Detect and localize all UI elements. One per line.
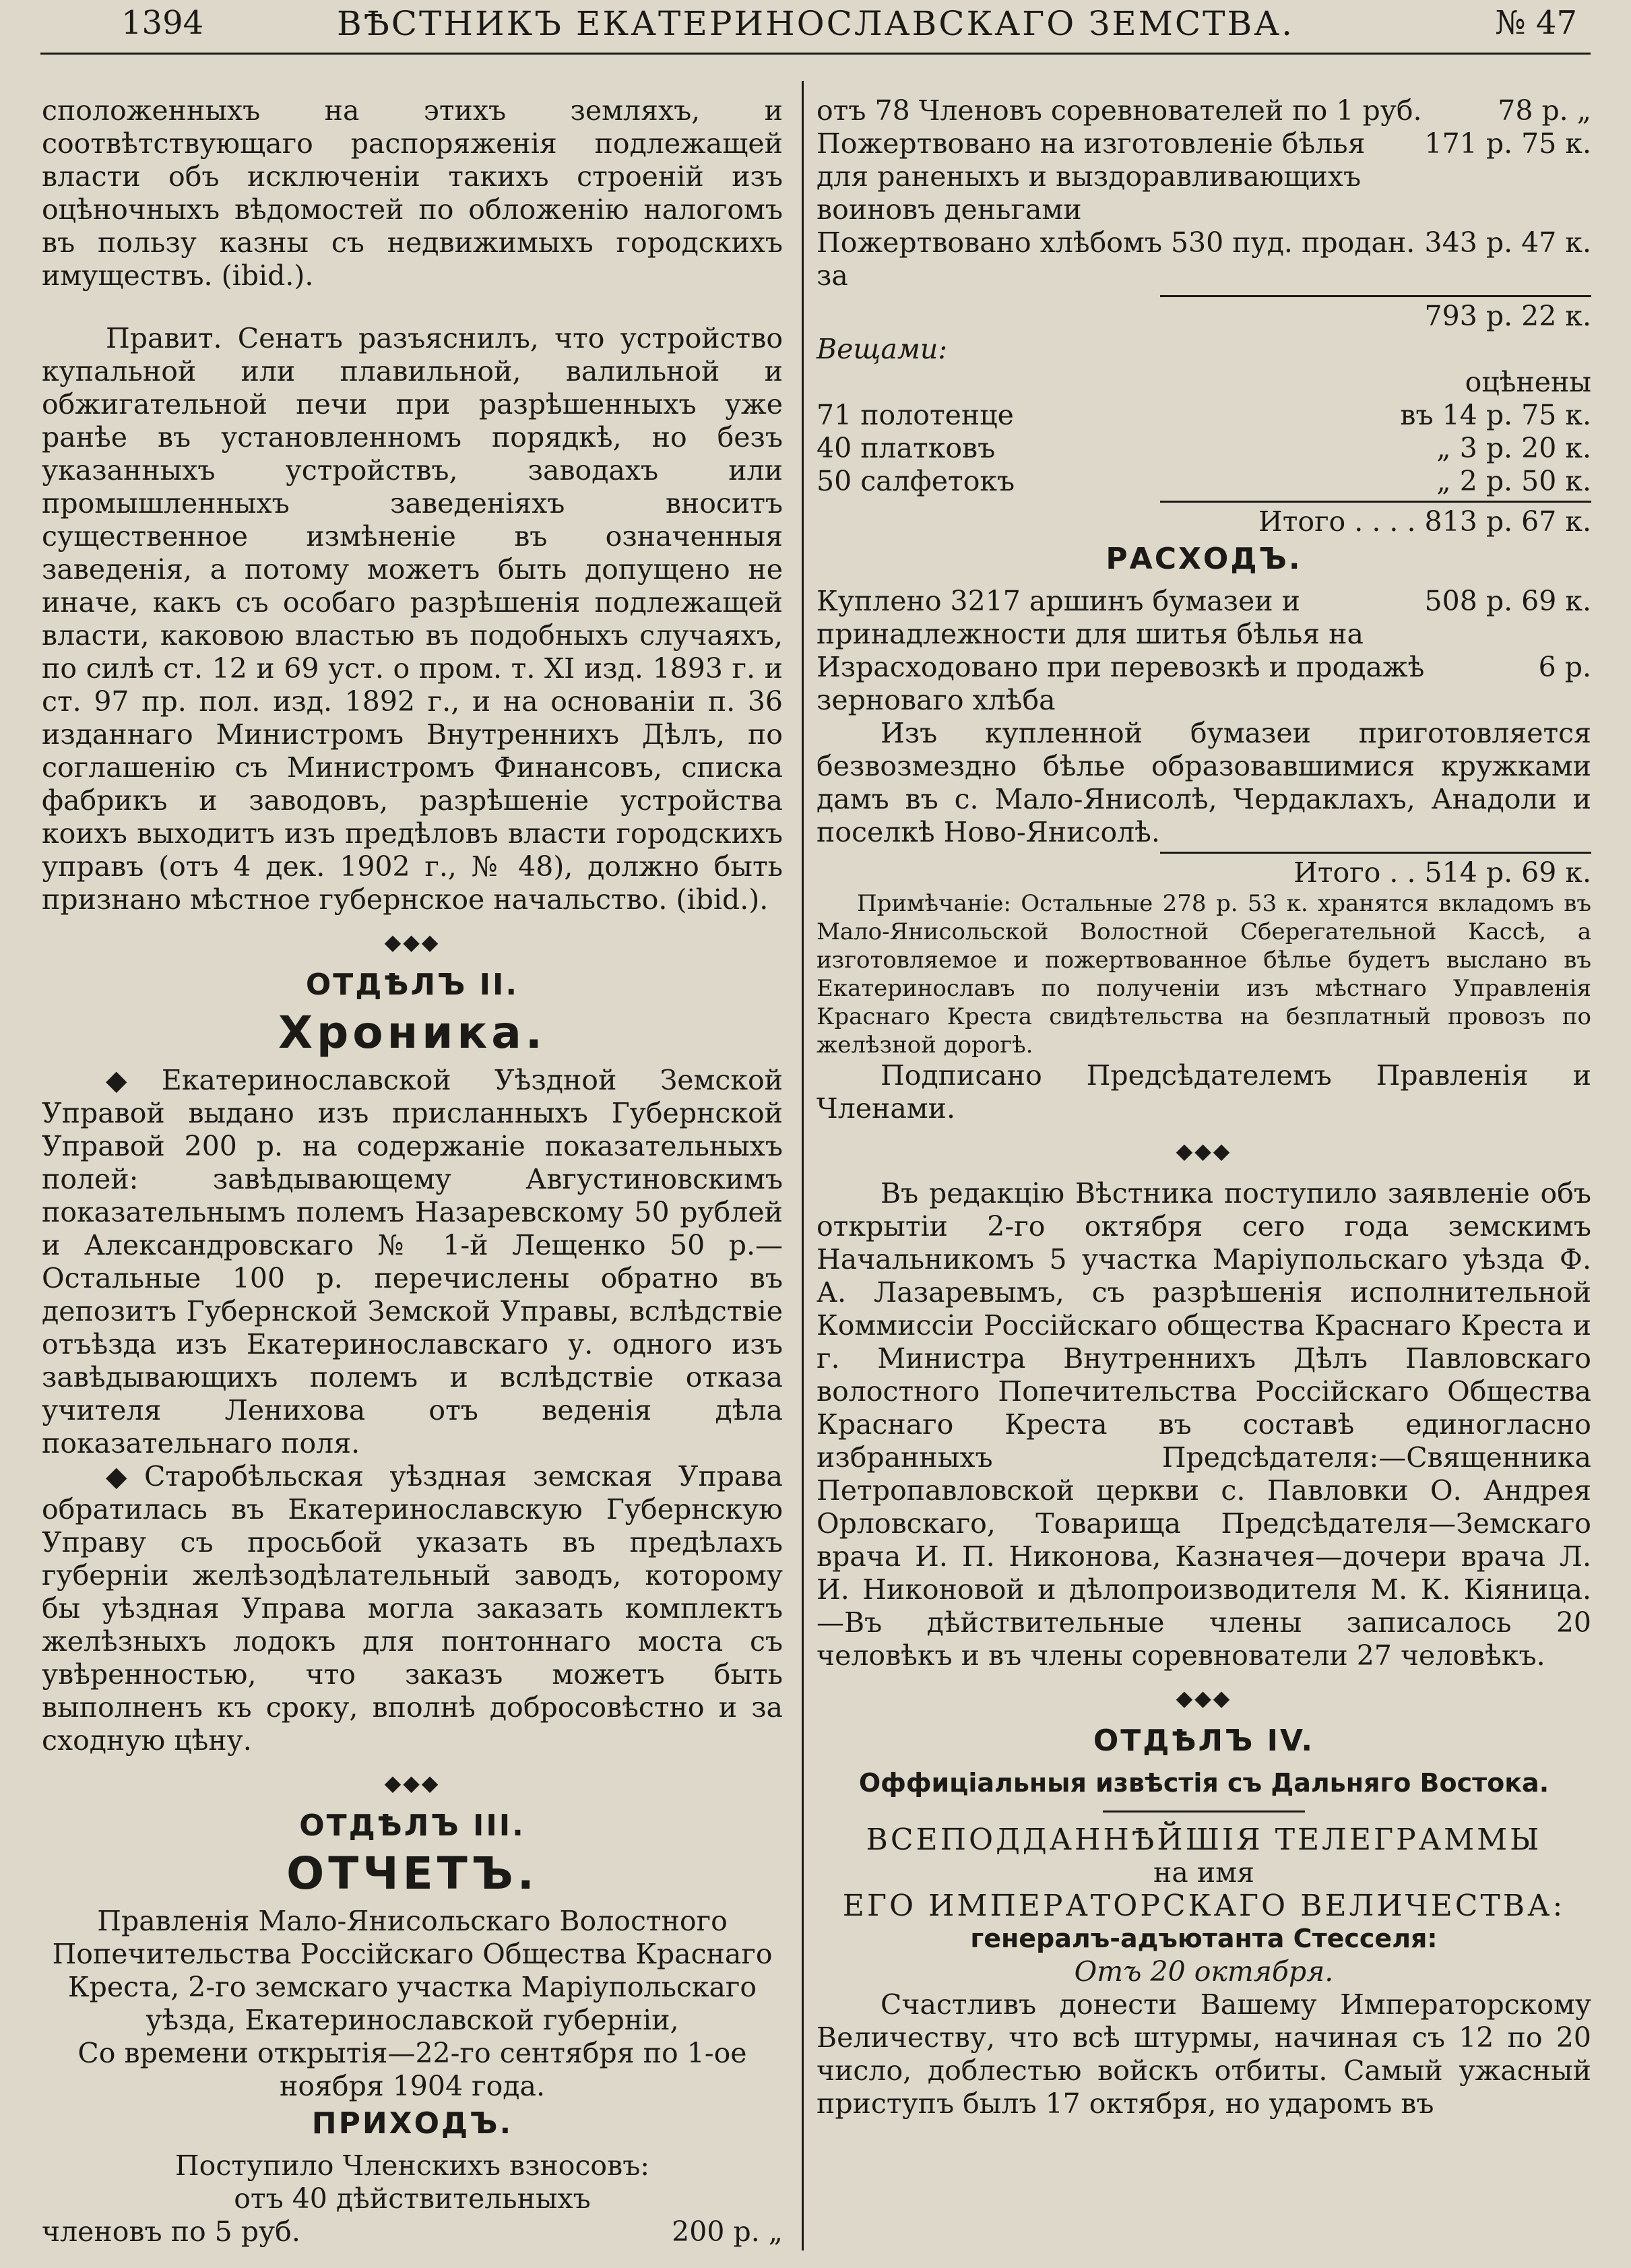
paragraph: Изъ купленной бумазеи приготовляется безвозмездно бѣлье образовавшимися кружками дамъ въ с. Мало-Янисолѣ, Чердаклахъ, Анадоли и поселкѣ Ново-Янисолѣ. — [817, 717, 1591, 848]
official-heading: Оффиціальныя извѣстія съ Дальняго Востока. — [858, 1768, 1549, 1798]
diamond-icon: ◆ — [106, 1064, 162, 1096]
sum-rule — [1160, 501, 1591, 503]
report-period: Со времени открытія—22-го сентября по 1-ое ноября 1904 года. — [77, 2037, 747, 2102]
ledger-row: 71 полотенце въ 14 р. 75 к. — [817, 399, 1591, 431]
ledger-row: членовъ по 5 руб. 200 р. „ — [42, 2215, 783, 2248]
paragraph: ◆Старобѣльская уѣздная земская Управа обратилась въ Екатеринославскую Губернскую Управу съ просьбой указать въ предѣлахъ губерніи желѣзодѣлательный заводъ, которому бы уѣздная Управа могла заказать комплектъ желѣзныхъ лодокъ для понтоннаго моста съ увѣренностью, что заказъ можетъ быть выполненъ къ сроку, вполнѣ добросовѣстно и за сходную цѣну. — [42, 1460, 783, 1757]
chronicle-heading: Хроника. — [278, 1007, 546, 1059]
paragraph: Правит. Сенатъ разъяснилъ, что устройство купальной или плавильной, валильной и обжигательной печи при разрѣшенныхъ уже ранѣе въ установленномъ порядкѣ, но безъ указанныхъ устройствъ, заводахъ или промышленныхъ заведеніяхъ вноситъ существенное измѣненіе въ означенныя заведенія, а потому можетъ быть допущено не иначе, какъ съ особаго разрѣшенія подлежащей власти, каковою властью въ подобныхъ случаяхъ, по силѣ ст. 12 и 69 уст. о пром. т. XI изд. 1893 г. и ст. 97 пр. пол. изд. 1892 г., и на основаніи п. 36 изданнаго Министромъ Внутреннихъ Дѣлъ, по соглашенію съ Министромъ Финансовъ, списка фабрикъ и заводовъ, разрѣшеніе устройства коихъ выходитъ изъ предѣловъ власти городскихъ управъ (отъ 4 дек. 1902 г., № 48), должно быть признано мѣстное губернское начальство. (ibid.). — [42, 322, 783, 916]
ledger-row: Израсходовано при перевозкѣ и продажѣ зерноваго хлѣба 6 р. — [817, 651, 1591, 716]
expense-heading: РАСХОДЪ. — [1106, 542, 1302, 576]
left-column — [42, 94, 783, 2248]
report-heading: ОТЧЕТЪ. — [286, 1848, 538, 1899]
report-title: Правленія Мало-Янисольскаго Волостного Попечительства Россійскаго Общества Краснаго Креста, 2-го земскаго участка Маріупольскаго уѣзда, Екатеринославской губерніи, — [52, 1905, 773, 2036]
text-line: Поступило Членскихъ взносовъ: — [174, 2149, 650, 2182]
ornament: ◆◆◆ — [384, 1770, 441, 1796]
section-heading: ОТДѢЛЪ IV. — [1093, 1724, 1315, 1758]
paragraph: ◆Екатеринославской Уѣздной Земской Управой выдано изъ присланныхъ Губернской Управой 200 р. на содержаніе показательныхъ полей: завѣдывающему Августиновскимъ показательнымъ полемъ Назаревскому 50 рублей и Александровскаго № 1-й Лещенко 50 р.—Остальные 100 р. перечислены обратно въ депозитъ Губернской Земской Управы, вслѣдствіе отъѣзда изъ Екатеринославскаго у. одного изъ завѣдывающихъ полемъ и вслѣдствіе отказа учителя Ленихова отъ веденія дѣла показательнаго поля. — [42, 1064, 783, 1459]
right-column — [817, 94, 1591, 2120]
section-heading: ОТДѢЛЪ III. — [299, 1808, 525, 1843]
income-heading: ПРИХОДЪ. — [311, 2106, 513, 2141]
ornament: ◆◆◆ — [1176, 1685, 1232, 1711]
ornament: ◆◆◆ — [384, 929, 441, 955]
ledger-row: Куплено 3217 аршинъ бумазеи и принадлежности для шитья бѣлья на 508 р. 69 к. — [817, 585, 1591, 650]
issue-number: № 47 — [1495, 4, 1577, 42]
date-line: Отъ 20 октября. — [1074, 1955, 1334, 1988]
ledger-row: 50 салфетокъ „ 2 р. 50 к. — [817, 465, 1591, 497]
text-line: отъ 40 дѣйствительныхъ — [234, 2182, 591, 2215]
section-heading: ОТДѢЛЪ II. — [305, 968, 519, 1002]
sum-rule — [1160, 295, 1591, 297]
journal-title: ВѢСТНИКЪ ЕКАТЕРИНОСЛАВСКАГО ЗЕМСТВА. — [336, 4, 1295, 43]
total: Итого . . 514 р. 69 к. — [1293, 856, 1591, 889]
total: Итого . . . . 813 р. 67 к. — [1258, 505, 1591, 538]
paragraph: сположенныхъ на этихъ земляхъ, и соотвѣтствующаго распоряженія подлежащей власти объ исключеніи такихъ строеній изъ оцѣночныхъ вѣдомостей по обложенію налогомъ въ пользу казны съ недвижимыхъ городскихъ имуществъ. (ibid.). — [42, 94, 783, 292]
general-heading: генералъ-адъютанта Стесселя: — [970, 1924, 1438, 1953]
ledger-row: отъ 78 Членовъ соревнователей по 1 руб. 78 р. „ — [817, 94, 1591, 127]
subtotal: 793 р. 22 к. — [1424, 300, 1591, 332]
footnote: Примѣчаніе: Остальные 278 р. 53 к. хранятся вкладомъ въ Мало-Янисольской Волостной Сберегательной Кассѣ, а изготовляемое и пожертвованное бѣлье будетъ выслано въ Екатеринославъ по полученіи изъ мѣстнаго Управленія Краснаго Креста свидѣтельства на безплатный провозъ по желѣзной дорогѣ. — [817, 890, 1591, 1059]
ledger-row: 40 платковъ „ 3 р. 20 к. — [817, 432, 1591, 464]
sum-rule — [1160, 852, 1591, 854]
ledger-row: Пожертвовано на изготовленіе бѣлья для раненыхъ и выздоравливающихъ воиновъ деньгами 171 р. 75 к. — [817, 127, 1591, 226]
ornament: ◆◆◆ — [1176, 1138, 1232, 1164]
ledger-row: Пожертвовано хлѣбомъ 530 пуд. продан. за 343 р. 47 к. — [817, 226, 1591, 292]
paragraph: Подписано Предсѣдателемъ Правленія и Членами. — [817, 1059, 1591, 1125]
rule — [1103, 1810, 1305, 1813]
telegrams-heading: ВСЕПОДДАННѢЙШІЯ ТЕЛЕГРАММЫ — [866, 1823, 1542, 1857]
paragraph: Счастливъ донести Вашему Императорскому Величеству, что всѣ штурмы, начиная съ 12 по 20 число, доблестью войскъ отбиты. Самый ужасный приступъ былъ 17 октября, но ударомъ въ — [817, 1988, 1591, 2120]
text-line: на имя — [1153, 1856, 1254, 1889]
column-divider — [802, 81, 804, 2250]
valued-label: оцѣнены — [1465, 366, 1591, 398]
page-number: 1394 — [121, 4, 204, 42]
things-label: Вещами: — [817, 333, 948, 365]
paragraph: Въ редакцію Вѣстника поступило заявленіе объ открытіи 2-го октября сего года земскимъ Начальникомъ 5 участка Маріупольскаго уѣзда Ф. А. Лазаревымъ, съ разрѣшенія исполнительной Коммиссіи Россійскаго общества Краснаго Креста и г. Министра Внутреннихъ Дѣлъ Павловскаго волостного Попечительства Россійскаго Общества Краснаго Креста въ составѣ единогласно избранныхъ Предсѣдателя:—Священника Петропавловской церкви с. Павловки О. Андрея Орловскаго, Товарища Предсѣдателя—Земскаго врача И. П. Никонова, Казначея—дочери врача Л. И. Никоновой и дѣлопроизводителя М. К. Кіяница.—Въ дѣйствительные члены записалось 20 человѣкъ и въ члены соревнователи 27 человѣкъ. — [817, 1177, 1591, 1672]
majesty-heading: ЕГО ИМПЕРАТОРСКАГО ВЕЛИЧЕСТВА: — [842, 1889, 1566, 1923]
page-header — [40, 0, 1591, 55]
diamond-icon: ◆ — [106, 1460, 144, 1492]
